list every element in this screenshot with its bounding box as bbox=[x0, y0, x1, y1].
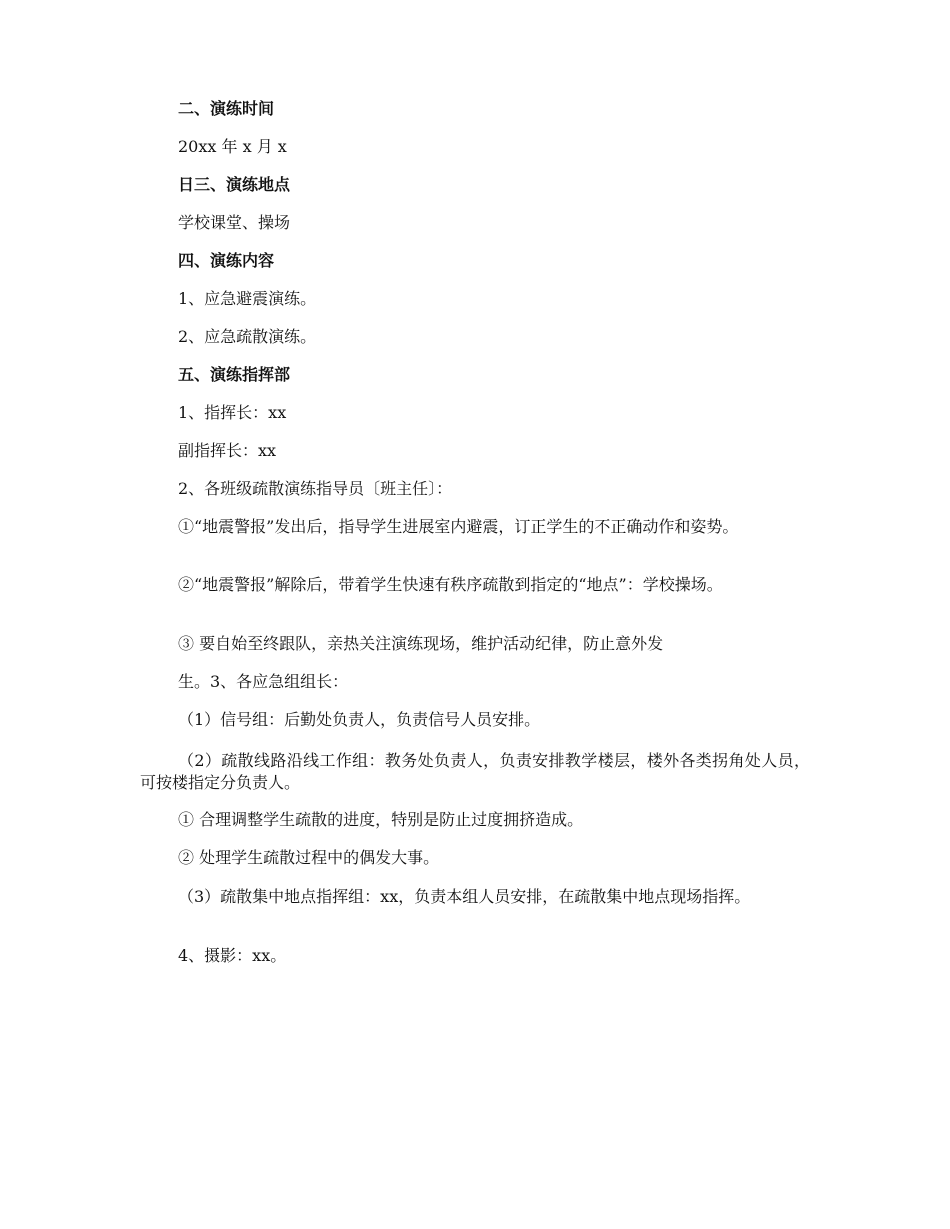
heading-drill-time: 二、演练时间 bbox=[178, 99, 275, 118]
group-route-item-1: ① 合理调整学生疏散的进度，特别是防止过度拥挤造成。 bbox=[178, 810, 584, 829]
heading-drill-content: 四、演练内容 bbox=[178, 251, 275, 270]
drill-location: 学校课堂、操场 bbox=[178, 213, 291, 232]
photography-line: 4、摄影：xx。 bbox=[178, 946, 287, 965]
guide-item-2: ②“地震警报”解除后，带着学生快速有秩序疏散到指定的“地点”：学校操场。 bbox=[178, 575, 723, 594]
guides-title: 2、各班级疏散演练指导员〔班主任〕： bbox=[178, 479, 453, 498]
commander-line: 1、指挥长：xx bbox=[178, 403, 287, 422]
vice-commander-line: 副指挥长：xx bbox=[178, 441, 277, 460]
guide-item-3-continued: 生。3、各应急组组长： bbox=[178, 672, 349, 691]
group-signal: （1）信号组：后勤处负责人，负责信号人员安排。 bbox=[178, 710, 541, 729]
heading-command-center: 五、演练指挥部 bbox=[178, 365, 291, 384]
guide-item-1: ①“地震警报”发出后，指导学生进展室内避震，订正学生的不正确动作和姿势。 bbox=[178, 517, 739, 536]
guide-item-3: ③ 要自始至终跟队，亲热关注演练现场，维护活动纪律，防止意外发 bbox=[178, 634, 664, 653]
group-evacuation-route: （2）疏散线路沿线工作组：教务处负责人，负责安排教学楼层，楼外各类拐角处人员，可按楼指定分负责人。 bbox=[140, 751, 810, 792]
group-route-item-2: ② 处理学生疏散过程中的偶发大事。 bbox=[178, 848, 440, 867]
heading-drill-location: 日三、演练地点 bbox=[178, 175, 291, 194]
content-item-2: 2、应急疏散演练。 bbox=[178, 327, 317, 346]
group-assembly-point: （3）疏散集中地点指挥组：xx，负责本组人员安排，在疏散集中地点现场指挥。 bbox=[178, 887, 751, 906]
drill-date: 20xx 年 x 月 x bbox=[178, 137, 287, 156]
content-item-1: 1、应急避震演练。 bbox=[178, 289, 317, 308]
